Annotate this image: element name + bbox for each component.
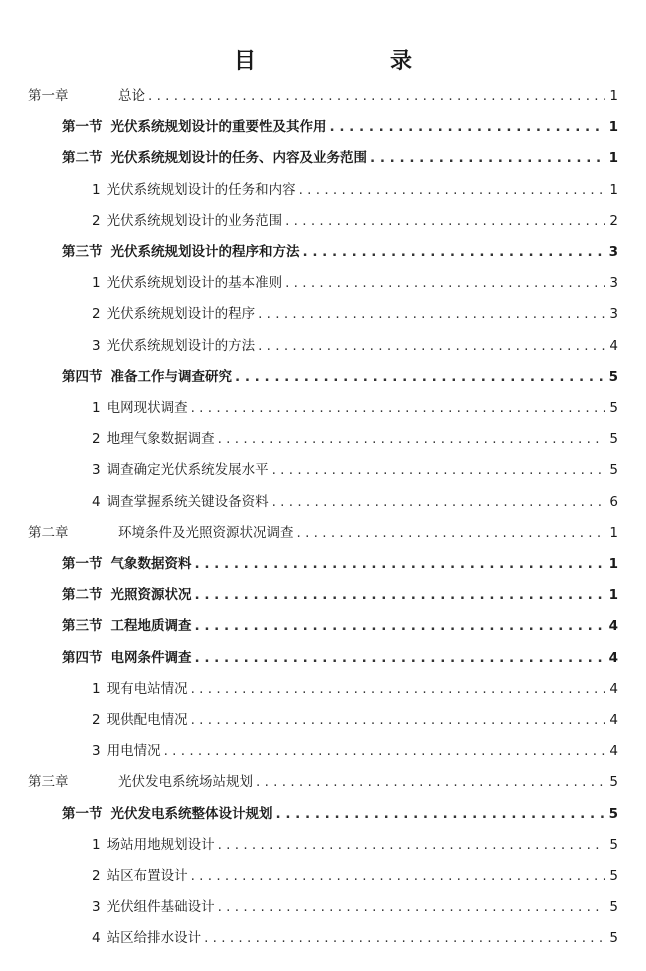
toc-entry-title: 气象数据资料 — [110, 556, 192, 572]
dot-leader — [258, 304, 605, 324]
toc-entry-level-2[interactable] — [62, 585, 618, 605]
dot-leader — [204, 928, 605, 948]
toc-entry-number: 2 — [92, 306, 101, 323]
toc-entry-page-number: 1 — [608, 587, 618, 604]
toc-entry-title: 光伏发电系统场站规划 — [118, 774, 253, 791]
toc-entry-number: 第四节 — [62, 368, 103, 385]
dot-leader — [272, 492, 605, 512]
toc-entry-page-number: 4 — [609, 680, 618, 697]
toc-entry-number: 第二节 — [62, 587, 103, 604]
dot-leader — [218, 429, 605, 449]
toc-entry-level-3[interactable] — [92, 180, 618, 200]
toc-entry-page-number: 1 — [608, 119, 618, 136]
dot-leader — [285, 273, 605, 293]
dot-leader — [297, 523, 606, 543]
toc-entry-page-number: 5 — [609, 930, 618, 947]
toc-entry-level-2[interactable] — [62, 117, 618, 137]
toc-entry-number: 3 — [92, 337, 101, 354]
toc-entry-number: 第一节 — [62, 805, 103, 822]
toc-entry-title: 现供配电情况 — [106, 712, 188, 728]
toc-entry-title: 总论 — [118, 88, 145, 104]
toc-entry-title: 光伏系统规划设计的程序和方法 — [110, 244, 300, 260]
dot-leader — [285, 211, 605, 231]
dot-leader — [235, 367, 605, 387]
toc-entry-number: 2 — [92, 868, 101, 884]
toc-entry-number: 第三章 — [28, 774, 69, 791]
toc-entry-level-3[interactable] — [92, 304, 618, 324]
toc-entry-number: 1 — [92, 275, 101, 292]
toc-entry-title: 电网现状调查 — [106, 400, 188, 416]
dot-leader — [191, 710, 605, 730]
toc-entry-title: 环境条件及光照资源状况调查 — [118, 524, 294, 541]
toc-entry-level-2[interactable] — [62, 616, 618, 636]
toc-entry-level-2[interactable] — [62, 554, 618, 574]
toc-entry-page-number: 5 — [609, 836, 618, 853]
toc-entry-number: 第二章 — [28, 524, 69, 541]
toc-entry-level-1[interactable] — [28, 86, 618, 106]
toc-entry-number: 2 — [92, 431, 101, 448]
toc-entry-title: 光伏系统规划设计的业务范围 — [106, 212, 283, 229]
toc-entry-page-number: 5 — [609, 774, 618, 791]
toc-entry-page-number: 5 — [608, 368, 618, 385]
toc-entry-page-number: 1 — [608, 150, 618, 167]
toc-entry-page-number: 1 — [609, 524, 618, 541]
toc-entry-level-2[interactable] — [62, 148, 618, 168]
toc-entry-title: 光伏系统规划设计的方法 — [106, 337, 256, 354]
toc-entry-title: 电网条件调查 — [110, 649, 192, 666]
toc-entry-page-number: 3 — [609, 275, 618, 292]
toc-entry-page-number: 1 — [609, 88, 618, 104]
toc-entry-number: 1 — [92, 400, 101, 416]
toc-entry-number: 第二节 — [62, 150, 103, 167]
toc-entry-level-3[interactable] — [92, 897, 618, 917]
toc-entry-title: 用电情况 — [106, 743, 161, 760]
dot-leader — [218, 897, 605, 917]
toc-entry-level-1[interactable] — [28, 523, 618, 543]
page-title: 目 录 — [233, 48, 442, 74]
dot-leader — [148, 86, 605, 106]
toc-entry-level-3[interactable] — [92, 273, 618, 293]
dot-leader — [370, 148, 605, 168]
toc-entry-number: 3 — [92, 462, 101, 479]
toc-entry-title: 光照资源状况 — [110, 587, 192, 604]
toc-entry-level-2[interactable] — [62, 804, 618, 824]
toc-entry-page-number: 1 — [609, 181, 618, 198]
toc-entry-level-3[interactable] — [92, 866, 618, 886]
dot-leader — [272, 460, 605, 480]
dot-leader — [258, 336, 605, 356]
toc-entry-title: 地理气象数据调查 — [106, 431, 215, 448]
toc-entry-level-3[interactable] — [92, 492, 618, 512]
dot-leader — [191, 398, 605, 418]
dot-leader — [164, 741, 605, 761]
toc-entry-level-3[interactable] — [92, 710, 618, 730]
dot-leader — [276, 804, 606, 824]
toc-entry-page-number: 4 — [608, 649, 618, 666]
toc-entry-level-3[interactable] — [92, 460, 618, 480]
toc-entry-title: 调查确定光伏系统发展水平 — [106, 462, 269, 479]
toc-entry-level-3[interactable] — [92, 741, 618, 761]
toc-entry-page-number: 6 — [609, 493, 618, 510]
dot-leader — [299, 180, 605, 200]
toc-entry-number: 3 — [92, 743, 101, 760]
toc-entry-number: 第四节 — [62, 649, 103, 666]
toc-entry-page-number: 5 — [609, 431, 618, 448]
toc-entry-title: 光伏系统规划设计的基本准则 — [106, 275, 283, 292]
toc-entry-number: 2 — [92, 212, 101, 229]
toc-entry-page-number: 5 — [609, 899, 618, 916]
toc-entry-page-number: 3 — [609, 306, 618, 323]
toc-entry-level-2[interactable] — [62, 648, 618, 668]
dot-leader — [191, 866, 605, 886]
dot-leader — [195, 648, 606, 668]
toc-entry-level-3[interactable] — [92, 429, 618, 449]
toc-entry-number: 第三节 — [62, 618, 103, 635]
toc-entry-title: 调查掌握系统关键设备资料 — [106, 493, 269, 510]
dot-leader — [218, 835, 605, 855]
toc-entry-page-number: 4 — [609, 337, 618, 354]
toc-entry-page-number: 4 — [608, 618, 618, 635]
toc-entry-level-1[interactable] — [28, 772, 618, 792]
toc-entry-number: 4 — [92, 930, 101, 947]
toc-entry-number: 2 — [92, 712, 101, 728]
toc-entry-number: 第一章 — [28, 88, 69, 104]
toc-entry-title: 光伏发电系统整体设计规划 — [110, 805, 273, 822]
toc-entry-level-2[interactable] — [62, 242, 618, 262]
toc-entry-title: 站区布置设计 — [106, 868, 188, 884]
toc-entry-number: 第一节 — [62, 119, 103, 136]
toc-entry-number: 3 — [92, 899, 101, 916]
toc-entry-number: 第三节 — [62, 244, 103, 260]
toc-entry-title: 光伏系统规划设计的重要性及其作用 — [110, 119, 327, 136]
toc-entry-page-number: 5 — [609, 462, 618, 479]
toc-entry-level-3[interactable] — [92, 211, 618, 231]
toc-entry-level-3[interactable] — [92, 679, 618, 699]
toc-entry-title: 光伏组件基础设计 — [106, 899, 215, 916]
toc-entry-title: 站区给排水设计 — [106, 930, 202, 947]
dot-leader — [330, 117, 606, 137]
dot-leader — [195, 616, 606, 636]
toc-entry-page-number: 3 — [608, 244, 618, 260]
toc-entry-page-number: 2 — [609, 212, 618, 229]
toc-entry-level-3[interactable] — [92, 835, 618, 855]
toc-entry-number: 第一节 — [62, 556, 103, 572]
toc-entry-page-number: 5 — [609, 868, 618, 884]
toc-entry-level-3[interactable] — [92, 398, 618, 418]
dot-leader — [195, 554, 606, 574]
toc-entry-number: 1 — [92, 680, 101, 697]
toc-entry-title: 光伏系统规划设计的任务、内容及业务范围 — [110, 150, 367, 167]
toc-entry-page-number: 5 — [608, 805, 618, 822]
dot-leader — [303, 242, 606, 262]
dot-leader — [195, 585, 606, 605]
toc-entry-number: 1 — [92, 181, 101, 198]
dot-leader — [191, 679, 605, 699]
toc-entry-page-number: 4 — [609, 712, 618, 728]
toc-entry-title: 准备工作与调查研究 — [110, 368, 232, 385]
dot-leader — [256, 772, 605, 792]
toc-entry-title: 工程地质调查 — [110, 618, 192, 635]
toc-entry-title: 光伏系统规划设计的程序 — [106, 306, 256, 323]
toc-entry-title: 场站用地规划设计 — [106, 836, 215, 853]
toc-entry-page-number: 4 — [609, 743, 618, 760]
toc-entry-title: 现有电站情况 — [106, 680, 188, 697]
toc-entry-page-number: 1 — [608, 556, 618, 572]
toc-entry-number: 1 — [92, 836, 101, 853]
toc-entry-level-3[interactable] — [92, 928, 618, 948]
toc-entry-page-number: 5 — [609, 400, 618, 416]
toc-entry-level-3[interactable] — [92, 336, 618, 356]
toc-entry-level-2[interactable] — [62, 367, 618, 387]
toc-entry-number: 4 — [92, 493, 101, 510]
toc-entry-title: 光伏系统规划设计的任务和内容 — [106, 181, 296, 198]
